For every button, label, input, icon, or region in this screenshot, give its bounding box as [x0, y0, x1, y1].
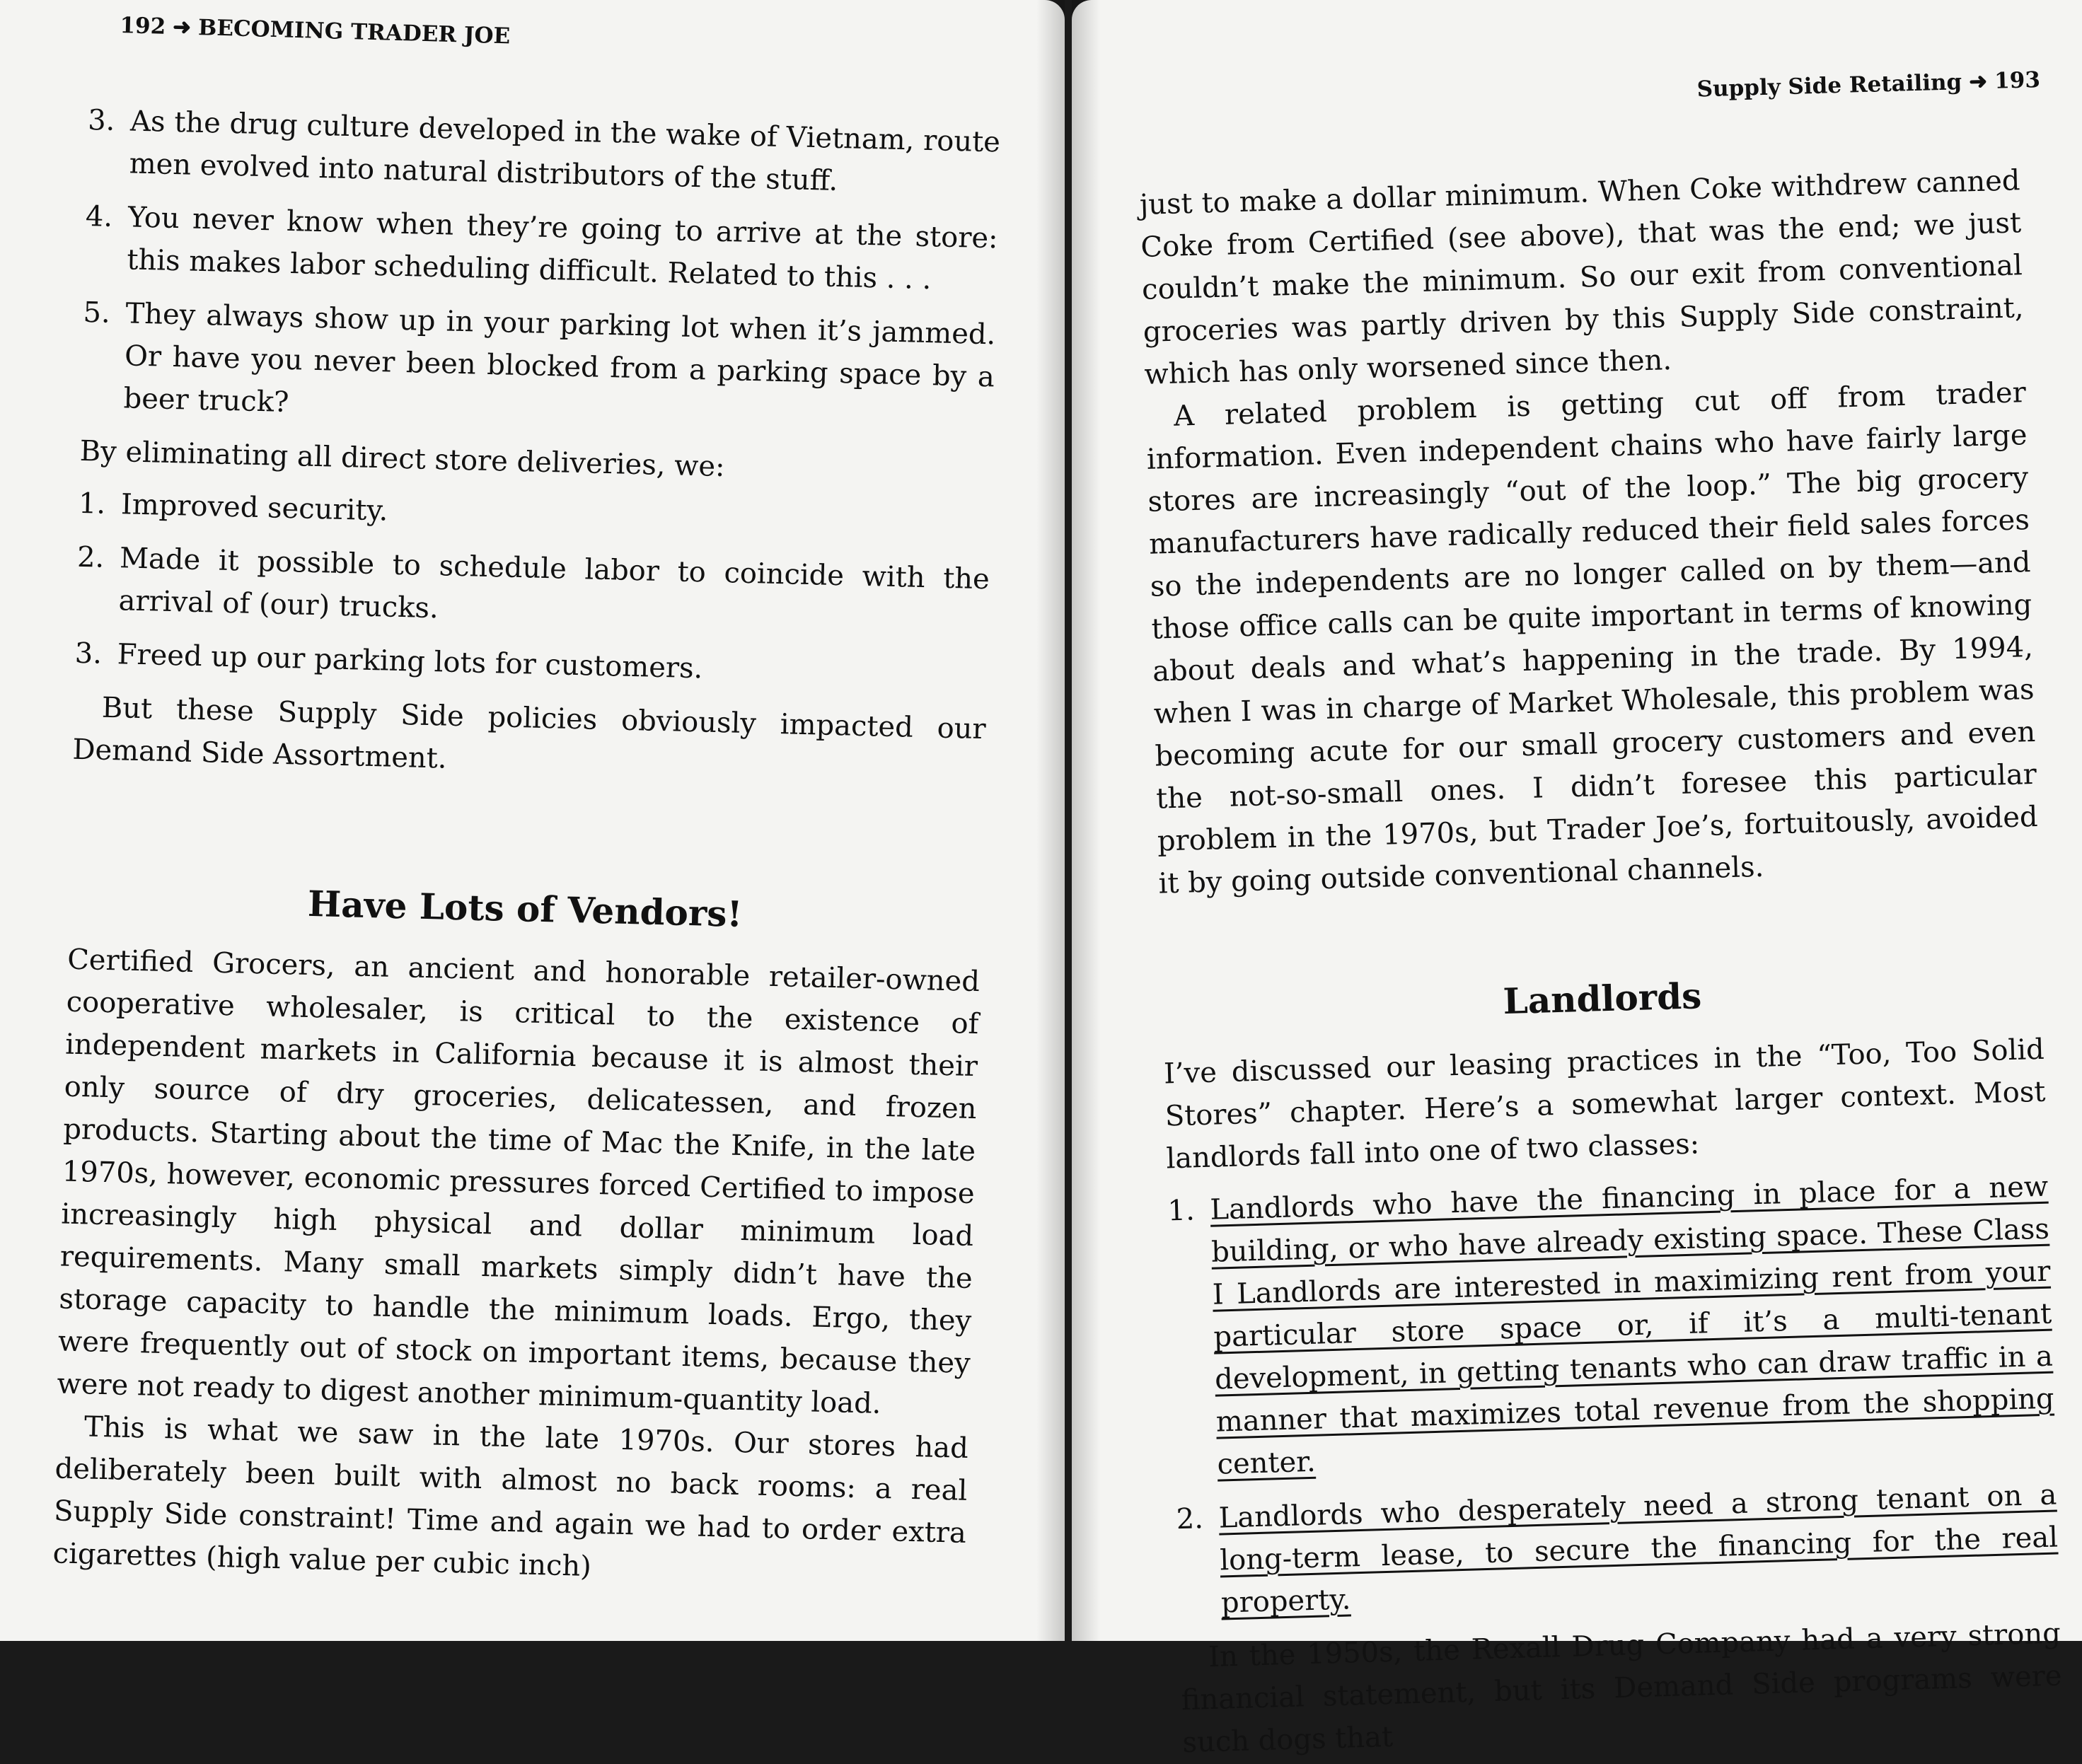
- list-item: 5. They always show up in your parking lot when it’s jammed. Or have you never been blocked from a parking space by a beer truck?: [83, 296, 996, 419]
- right-running-head: [1696, 67, 2040, 103]
- right-page: [1072, 0, 2082, 1760]
- list-item: 4. You never know when they’re going to arrive at the store: this makes labor scheduling difficult. Related to this . . .: [85, 199, 999, 296]
- book-title: BECOMING TRADER JOE: [197, 15, 511, 50]
- gutter-shadow: [1036, 0, 1065, 1641]
- left-page: [0, 0, 1065, 1641]
- list-item: 1. Improved security.: [78, 487, 388, 528]
- list-item: 2. Made it possible to schedule labor to coincide with the arrival of (our) trucks.: [76, 540, 990, 625]
- list-item: 1. Landlords who have the financing in place for a new building, or who have already existing space. These Class I Landlords are interested in maximizing rent from your particular store space or, if it’s a multi-tenant development, in getting tenants who can draw traffic in a manner that maximizes total revenue from the shopping center.: [1167, 1170, 2055, 1481]
- list-item: 2. Landlords who desperately need a strong tenant on a long-term lease, to secure the financing for the real property.: [1176, 1478, 2059, 1620]
- paragraph: A related problem is getting cut off from trader information. Even independent chains who have fairly large stores are increasingly “out of the loop.” The big grocery manufacturers have radically reduced their field sales forces so the independents are no longer called on by them—and those office calls can be quite important in terms of knowing about deals and what’s happening in the trade. By 1994, when I was in charge of Market Wholesale, this problem was becoming acute for our small grocery customers and even the not-so-small ones. I didn’t foresee this particular problem in the 1970s, but Trader Joe’s, fortuitously, avoided it by going outside conventional channels.: [1146, 376, 2039, 900]
- landlord-classes-list: [1167, 1166, 2060, 1626]
- section-heading: Landlords: [1502, 975, 1703, 1023]
- list-item: 3. Freed up our parking lots for customers.: [74, 637, 703, 685]
- paragraph: In the 1950s, the Rexall Drug Company had a very strong financial statement, but its Demand Side programs were such dogs that: [1181, 1617, 2063, 1760]
- paragraph: I’ve discussed our leasing practices in the “Too, Too Solid Stores” chapter. Here’s a somewhat larger context. Most landlords fall into one of two classes:: [1163, 1033, 2046, 1176]
- list-item: 3. As the drug culture developed in the wake of Vietnam, route men evolved into natural distributors of the stuff.: [87, 103, 1001, 197]
- gutter-shadow: [1072, 0, 1100, 1641]
- underlined-text: Landlords who desperately need a strong tenant on a long-term lease, to secure the financing for the real property.: [1218, 1478, 2059, 1620]
- paragraph: By eliminating all direct store deliveries, we:: [79, 434, 726, 484]
- benefits-list: [74, 482, 991, 697]
- chapter-title: Supply Side Retailing: [1696, 69, 1962, 103]
- arrow-icon: ➜: [1968, 69, 1988, 95]
- left-running-head: [120, 13, 511, 49]
- underlined-text: Landlords who have the financing in place for a new building, or who have already existing space. These Class I Landlords are interested in maximizing rent from your particular store space or, if it’s a multi-tenant development, in getting tenants who can draw traffic in a manner that maximizes total revenue from the shopping center.: [1209, 1170, 2055, 1481]
- paragraph: This is what we saw in the late 1970s. Our stores had deliberately been built with almost no back rooms: a real Supply Side constraint! Time and again we had to order extra cigarettes (high value per cubic inch): [52, 1410, 969, 1583]
- paragraph: Certified Grocers, an ancient and honorable retailer-owned cooperative wholesaler, is critical to the existence of independent markets in California because it is almost their only source of dry groceries, delicatessen, and frozen products. Starting about the time of Mac the Knife, in the late 1970s, however, economic pressures forced Certified to impose increasingly high physical and dollar minimum load requirements. Many small markets simply didn’t have the storage capacity to handle the minimum loads. Ergo, they were frequently out of stock on important items, because they were not ready to digest another minimum-quantity load.: [57, 943, 981, 1420]
- left-text-block: [52, 99, 1001, 1597]
- section-heading: Have Lots of Vendors!: [307, 882, 744, 935]
- arrow-icon: ➜: [172, 14, 192, 40]
- paragraph: But these Supply Side policies obviously impacted our Demand Side Assortment.: [71, 691, 987, 775]
- page-number: 192: [119, 13, 166, 40]
- page-number: 193: [1994, 67, 2041, 94]
- right-text-block: [1139, 159, 2064, 1764]
- direct-delivery-problems-list: [81, 99, 1001, 441]
- paragraph: just to make a dollar minimum. When Coke withdrew canned Coke from Certified (see above), that was the end; we just couldn’t make the minimum. So our exit from conventional groceries was partly driven by this Supply Side constraint, which has only worsened since then.: [1139, 164, 2025, 391]
